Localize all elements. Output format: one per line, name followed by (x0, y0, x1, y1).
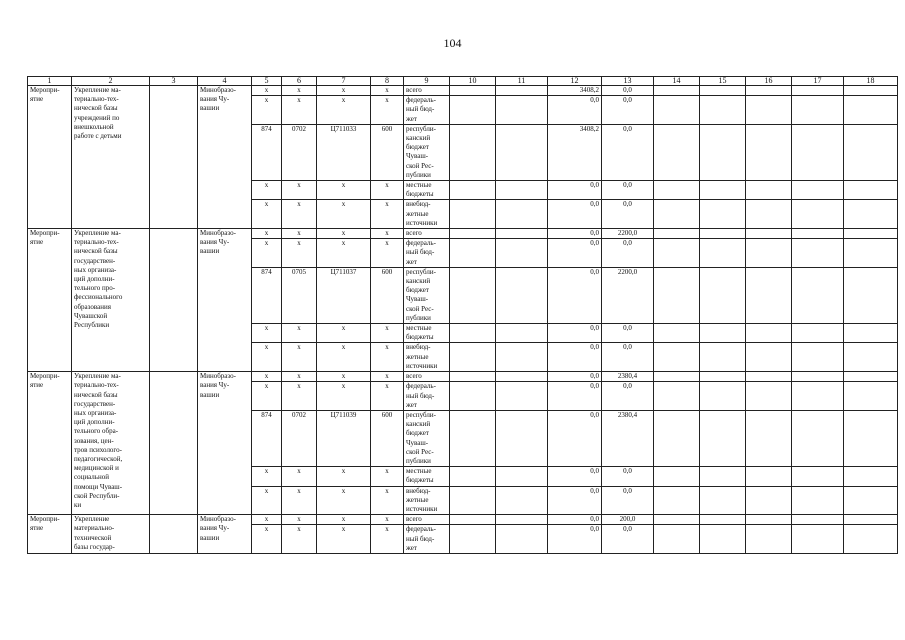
empty-cell (654, 96, 700, 125)
empty-cell (844, 200, 898, 229)
empty-cell (450, 372, 496, 382)
section-code-cell: x (282, 372, 317, 382)
empty-cell (450, 124, 496, 180)
item-name-cell: Укрепление ма- териально-тех- нической базы государствен- ных организа- ций дополни- тельного про- фессионального образования Чувашской Республики (72, 229, 150, 372)
amount-cell-13: 2200,0 (602, 229, 654, 239)
item-name-cell: Укрепление материально- технической базы государ- (72, 515, 150, 554)
amount-cell-12: 0,0 (548, 181, 602, 200)
grbs-code-cell: x (252, 200, 282, 229)
empty-cell (700, 267, 746, 323)
item-type-cell: Меропри- ятие (28, 86, 72, 229)
grbs-code-cell: 874 (252, 124, 282, 180)
section-code-cell: x (282, 181, 317, 200)
empty-cell (844, 267, 898, 323)
funding-source-cell: федераль- ный бюд- жет (404, 96, 450, 125)
grbs-code-cell: x (252, 181, 282, 200)
empty-cell (654, 467, 700, 486)
table-row (28, 229, 898, 239)
target-code-cell: x (317, 229, 371, 239)
empty-cell (844, 525, 898, 554)
empty-cell (496, 324, 548, 343)
item-type-cell: Меропри- ятие (28, 229, 72, 372)
expense-type-cell: x (371, 382, 404, 411)
amount-cell-13: 0,0 (602, 124, 654, 180)
column-number-cell: 1 (28, 77, 72, 86)
empty-cell (844, 382, 898, 411)
expense-type-cell: x (371, 200, 404, 229)
amount-cell-13: 2380,4 (602, 410, 654, 466)
empty-cell (700, 96, 746, 125)
empty-cell (496, 525, 548, 554)
empty-cell (700, 229, 746, 239)
funding-source-cell: всего (404, 229, 450, 239)
column-number-cell: 15 (700, 77, 746, 86)
target-code-cell: Ц711039 (317, 410, 371, 466)
item-type-cell: Меропри- ятие (28, 515, 72, 554)
section-code-cell: x (282, 86, 317, 96)
empty-cell (792, 467, 844, 486)
empty-cell (844, 467, 898, 486)
column-number-row (28, 77, 898, 86)
empty-cell (496, 96, 548, 125)
empty-cell (450, 96, 496, 125)
expense-type-cell: 600 (371, 410, 404, 466)
target-code-cell: Ц711037 (317, 267, 371, 323)
empty-cell (746, 229, 792, 239)
grbs-code-cell: x (252, 86, 282, 96)
grbs-code-cell: x (252, 382, 282, 411)
expense-type-cell: x (371, 343, 404, 372)
empty-cell (496, 343, 548, 372)
executor-cell: Минобразо- вания Чу- вашии (198, 86, 252, 229)
amount-cell-13: 0,0 (602, 181, 654, 200)
expense-type-cell: x (371, 324, 404, 343)
amount-cell-13: 0,0 (602, 96, 654, 125)
empty-cell (496, 181, 548, 200)
funding-source-cell: всего (404, 515, 450, 525)
expense-type-cell: x (371, 486, 404, 515)
expense-type-cell: x (371, 96, 404, 125)
empty-cell (844, 229, 898, 239)
section-code-cell: 0705 (282, 267, 317, 323)
empty-cell (746, 525, 792, 554)
target-code-cell: x (317, 324, 371, 343)
column-number-cell: 7 (317, 77, 371, 86)
column-number-cell: 6 (282, 77, 317, 86)
empty-cell (844, 486, 898, 515)
section-code-cell: x (282, 515, 317, 525)
amount-cell-12: 0,0 (548, 525, 602, 554)
executor-cell: Минобразо- вания Чу- вашии (198, 372, 252, 515)
empty-cell (746, 181, 792, 200)
empty-cell (496, 372, 548, 382)
empty-cell (746, 467, 792, 486)
target-code-cell: x (317, 181, 371, 200)
empty-cell (496, 410, 548, 466)
column-number-cell: 3 (150, 77, 198, 86)
empty-cell (746, 515, 792, 525)
empty-cell (700, 486, 746, 515)
empty-cell (496, 267, 548, 323)
amount-cell-13: 0,0 (602, 324, 654, 343)
empty-cell (746, 486, 792, 515)
grbs-code-cell: 874 (252, 410, 282, 466)
empty-cell (700, 467, 746, 486)
funding-source-cell: республи- канский бюджет Чуваш- ской Рес- публики (404, 124, 450, 180)
empty-cell (792, 343, 844, 372)
amount-cell-13: 0,0 (602, 467, 654, 486)
grbs-code-cell: x (252, 239, 282, 268)
expense-type-cell: 600 (371, 267, 404, 323)
empty-cell (792, 372, 844, 382)
empty-cell (654, 86, 700, 96)
funding-source-cell: местные бюджеты (404, 467, 450, 486)
empty-cell (844, 324, 898, 343)
funding-source-cell: федераль- ный бюд- жет (404, 382, 450, 411)
empty-cell (654, 229, 700, 239)
expense-type-cell: 600 (371, 124, 404, 180)
amount-cell-13: 0,0 (602, 343, 654, 372)
target-code-cell: Ц711033 (317, 124, 371, 180)
budget-table (27, 76, 898, 554)
empty-cell (792, 410, 844, 466)
empty-cell (746, 124, 792, 180)
amount-cell-12: 0,0 (548, 324, 602, 343)
amount-cell-13: 0,0 (602, 86, 654, 96)
section-code-cell: x (282, 486, 317, 515)
empty-cell (746, 324, 792, 343)
empty-cell (792, 515, 844, 525)
funding-source-cell: республи- канский бюджет Чуваш- ской Рес- публики (404, 410, 450, 466)
empty-cell (700, 200, 746, 229)
empty-cell (450, 410, 496, 466)
empty-cell (844, 96, 898, 125)
empty-cell (654, 200, 700, 229)
amount-cell-12: 0,0 (548, 467, 602, 486)
column-number-cell: 12 (548, 77, 602, 86)
empty-cell (746, 410, 792, 466)
amount-cell-12: 0,0 (548, 229, 602, 239)
empty-cell (496, 486, 548, 515)
empty-cell (792, 382, 844, 411)
empty-cell (496, 467, 548, 486)
empty-cell (700, 181, 746, 200)
grbs-code-cell: x (252, 229, 282, 239)
expense-type-cell: x (371, 86, 404, 96)
empty-cell (654, 343, 700, 372)
amount-cell-13: 2200,0 (602, 267, 654, 323)
grbs-code-cell: x (252, 96, 282, 125)
amount-cell-12: 0,0 (548, 382, 602, 411)
grbs-code-cell: x (252, 525, 282, 554)
column-number-cell: 5 (252, 77, 282, 86)
amount-cell-12: 0,0 (548, 239, 602, 268)
column-number-cell: 17 (792, 77, 844, 86)
funding-source-cell: внебюд- жетные источники (404, 486, 450, 515)
empty-cell (792, 200, 844, 229)
column-number-cell: 4 (198, 77, 252, 86)
empty-cell (496, 200, 548, 229)
column-number-cell: 16 (746, 77, 792, 86)
executor-cell: Минобразо- вания Чу- вашии (198, 229, 252, 372)
amount-cell-12: 0,0 (548, 96, 602, 125)
empty-cell (792, 525, 844, 554)
section-code-cell: x (282, 467, 317, 486)
empty-cell (654, 372, 700, 382)
expense-type-cell: x (371, 515, 404, 525)
funding-source-cell: федераль- ный бюд- жет (404, 525, 450, 554)
empty-cell (700, 86, 746, 96)
empty-cell (496, 515, 548, 525)
item-name-cell: Укрепление ма- териально-тех- нической базы государствен- ных организа- ций дополни- тельного обра- зования, цен- тров психолого- педагогической, медицинской и социальной помощи Чуваш- ской Республи- ки (72, 372, 150, 515)
grbs-code-cell: x (252, 324, 282, 343)
empty-cell (792, 324, 844, 343)
amount-cell-12: 0,0 (548, 343, 602, 372)
empty-cell (844, 181, 898, 200)
amount-cell-12: 3408,2 (548, 86, 602, 96)
column-number-cell: 18 (844, 77, 898, 86)
column-number-cell: 8 (371, 77, 404, 86)
target-code-cell: x (317, 200, 371, 229)
empty-cell (450, 343, 496, 372)
amount-cell-12: 0,0 (548, 200, 602, 229)
empty-cell (150, 372, 198, 515)
amount-cell-12: 0,0 (548, 515, 602, 525)
empty-cell (654, 410, 700, 466)
empty-cell (700, 239, 746, 268)
empty-cell (746, 382, 792, 411)
empty-cell (450, 467, 496, 486)
amount-cell-12: 0,0 (548, 372, 602, 382)
funding-source-cell: внебюд- жетные источники (404, 343, 450, 372)
empty-cell (450, 382, 496, 411)
empty-cell (654, 124, 700, 180)
expense-type-cell: x (371, 239, 404, 268)
section-code-cell: x (282, 96, 317, 125)
empty-cell (792, 486, 844, 515)
expense-type-cell: x (371, 229, 404, 239)
empty-cell (150, 86, 198, 229)
expense-type-cell: x (371, 467, 404, 486)
page-number: 104 (443, 36, 462, 50)
empty-cell (450, 525, 496, 554)
empty-cell (792, 267, 844, 323)
empty-cell (150, 229, 198, 372)
section-code-cell: 0702 (282, 410, 317, 466)
column-number-cell: 14 (654, 77, 700, 86)
empty-cell (450, 181, 496, 200)
expense-type-cell: x (371, 181, 404, 200)
grbs-code-cell: x (252, 515, 282, 525)
section-code-cell: x (282, 239, 317, 268)
empty-cell (450, 515, 496, 525)
empty-cell (792, 124, 844, 180)
column-number-cell: 10 (450, 77, 496, 86)
amount-cell-13: 0,0 (602, 239, 654, 268)
target-code-cell: x (317, 382, 371, 411)
column-number-cell: 11 (496, 77, 548, 86)
empty-cell (746, 86, 792, 96)
empty-cell (450, 200, 496, 229)
column-number-cell: 9 (404, 77, 450, 86)
target-code-cell: x (317, 515, 371, 525)
section-code-cell: x (282, 200, 317, 229)
empty-cell (700, 382, 746, 411)
empty-cell (700, 343, 746, 372)
funding-source-cell: всего (404, 86, 450, 96)
empty-cell (654, 515, 700, 525)
empty-cell (746, 372, 792, 382)
empty-cell (700, 124, 746, 180)
table-row (28, 372, 898, 382)
empty-cell (496, 86, 548, 96)
empty-cell (450, 239, 496, 268)
amount-cell-13: 0,0 (602, 382, 654, 411)
empty-cell (746, 239, 792, 268)
amount-cell-13: 0,0 (602, 486, 654, 515)
empty-cell (654, 382, 700, 411)
target-code-cell: x (317, 239, 371, 268)
empty-cell (844, 124, 898, 180)
funding-source-cell: федераль- ный бюд- жет (404, 239, 450, 268)
empty-cell (792, 229, 844, 239)
empty-cell (496, 124, 548, 180)
executor-cell: Минобразо- вания Чу- вашии (198, 515, 252, 554)
grbs-code-cell: 874 (252, 267, 282, 323)
target-code-cell: x (317, 486, 371, 515)
empty-cell (844, 410, 898, 466)
empty-cell (844, 343, 898, 372)
section-code-cell: x (282, 343, 317, 372)
empty-cell (450, 486, 496, 515)
grbs-code-cell: x (252, 343, 282, 372)
empty-cell (700, 324, 746, 343)
amount-cell-13: 0,0 (602, 525, 654, 554)
section-code-cell: 0702 (282, 124, 317, 180)
section-code-cell: x (282, 229, 317, 239)
empty-cell (654, 181, 700, 200)
empty-cell (700, 525, 746, 554)
empty-cell (746, 200, 792, 229)
empty-cell (700, 515, 746, 525)
target-code-cell: x (317, 525, 371, 554)
funding-source-cell: республи- канский бюджет Чуваш- ской Рес- публики (404, 267, 450, 323)
target-code-cell: x (317, 86, 371, 96)
empty-cell (746, 343, 792, 372)
empty-cell (654, 324, 700, 343)
empty-cell (700, 372, 746, 382)
column-number-cell: 2 (72, 77, 150, 86)
empty-cell (450, 229, 496, 239)
section-code-cell: x (282, 324, 317, 343)
empty-cell (496, 382, 548, 411)
funding-source-cell: местные бюджеты (404, 324, 450, 343)
empty-cell (844, 239, 898, 268)
empty-cell (150, 515, 198, 554)
empty-cell (792, 181, 844, 200)
target-code-cell: x (317, 467, 371, 486)
target-code-cell: x (317, 372, 371, 382)
empty-cell (450, 324, 496, 343)
empty-cell (844, 515, 898, 525)
amount-cell-12: 0,0 (548, 486, 602, 515)
empty-cell (844, 86, 898, 96)
amount-cell-12: 3408,2 (548, 124, 602, 180)
target-code-cell: x (317, 343, 371, 372)
empty-cell (654, 486, 700, 515)
section-code-cell: x (282, 382, 317, 411)
item-name-cell: Укрепление ма- териально-тех- нической базы учреждений по внешкольной работе с детьми (72, 86, 150, 229)
empty-cell (746, 267, 792, 323)
empty-cell (450, 267, 496, 323)
grbs-code-cell: x (252, 372, 282, 382)
funding-source-cell: местные бюджеты (404, 181, 450, 200)
empty-cell (844, 372, 898, 382)
column-number-cell: 13 (602, 77, 654, 86)
empty-cell (700, 410, 746, 466)
empty-cell (654, 525, 700, 554)
expense-type-cell: x (371, 372, 404, 382)
amount-cell-12: 0,0 (548, 410, 602, 466)
amount-cell-13: 2380,4 (602, 372, 654, 382)
item-type-cell: Меропри- ятие (28, 372, 72, 515)
grbs-code-cell: x (252, 486, 282, 515)
empty-cell (450, 86, 496, 96)
table-row (28, 86, 898, 96)
target-code-cell: x (317, 96, 371, 125)
empty-cell (792, 239, 844, 268)
amount-cell-12: 0,0 (548, 267, 602, 323)
section-code-cell: x (282, 525, 317, 554)
amount-cell-13: 0,0 (602, 200, 654, 229)
empty-cell (792, 96, 844, 125)
empty-cell (496, 229, 548, 239)
empty-cell (654, 267, 700, 323)
grbs-code-cell: x (252, 467, 282, 486)
empty-cell (496, 239, 548, 268)
empty-cell (654, 239, 700, 268)
expense-type-cell: x (371, 525, 404, 554)
empty-cell (746, 96, 792, 125)
funding-source-cell: всего (404, 372, 450, 382)
empty-cell (792, 86, 844, 96)
table-row (28, 515, 898, 525)
amount-cell-13: 200,0 (602, 515, 654, 525)
funding-source-cell: внебюд- жетные источники (404, 200, 450, 229)
